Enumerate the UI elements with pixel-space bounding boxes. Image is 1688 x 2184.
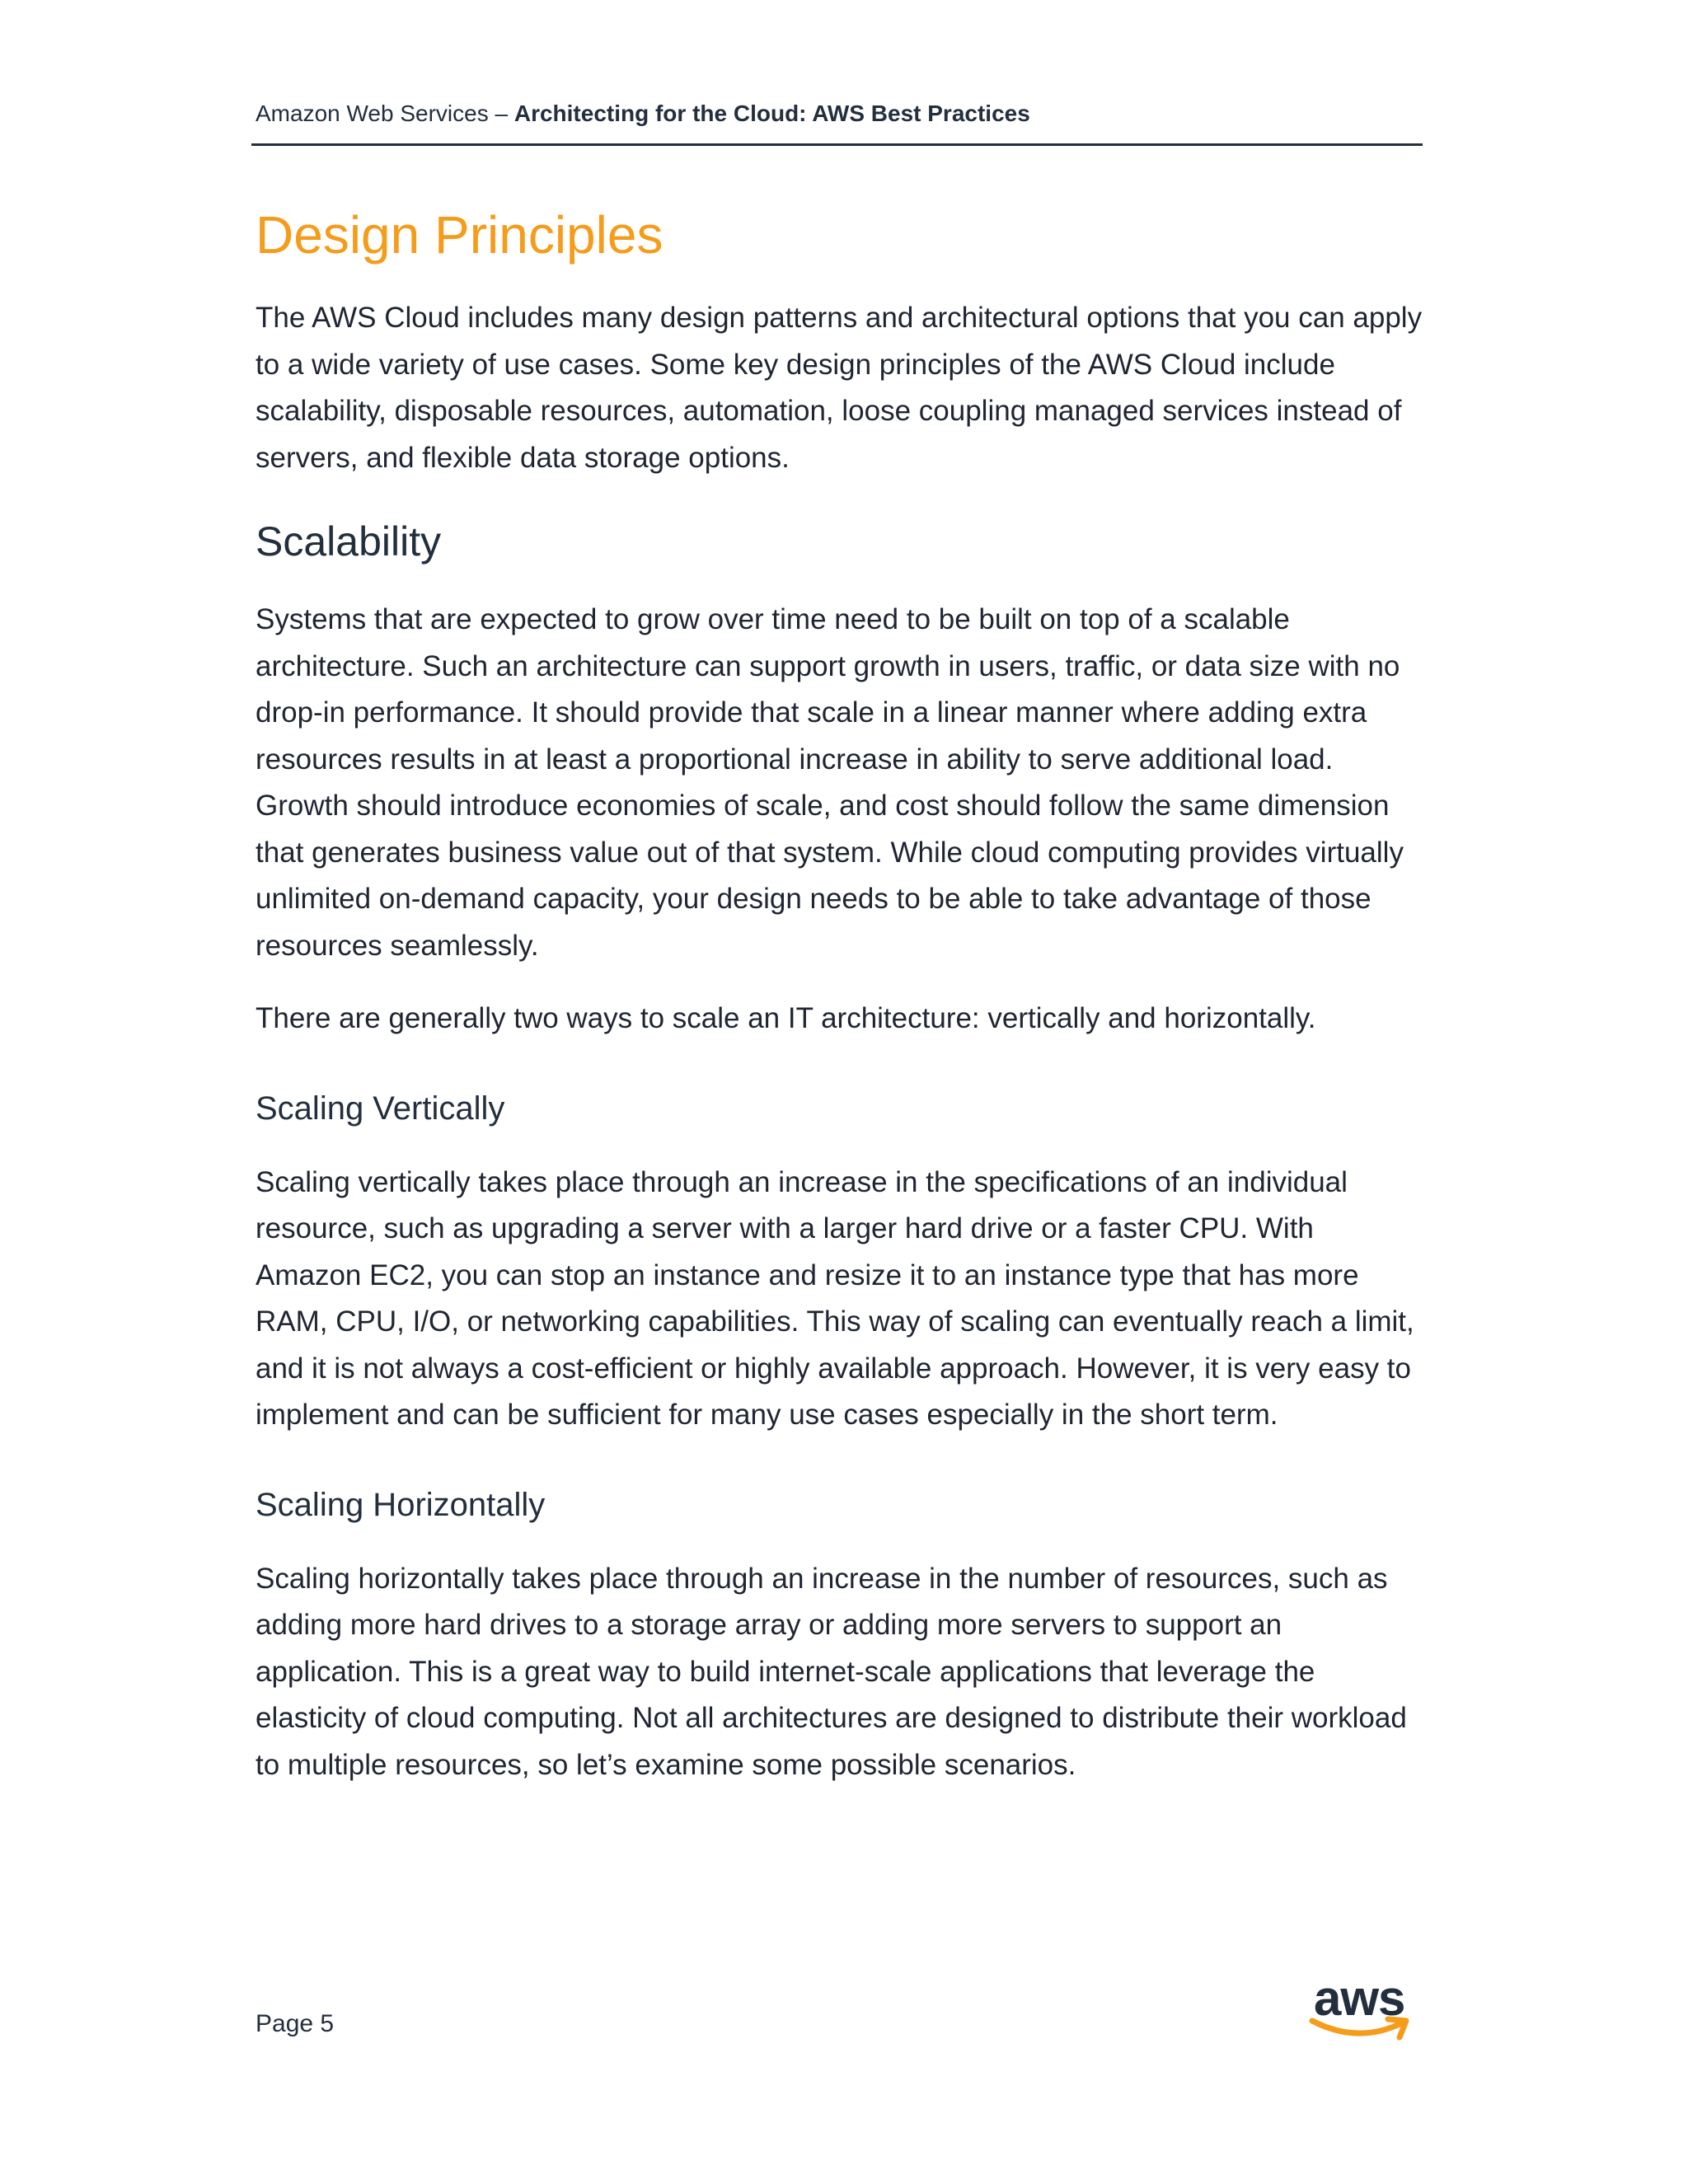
intro-paragraph: The AWS Cloud includes many design patterns and architectural options that you can apply to a wide variety of use cases. Some key design principles of the AWS Cloud include scalability, disposable resources, automation, loose coupling managed services instead of servers, and flexible data storage options. — [256, 302, 1423, 474]
scalability-paragraph-1: Systems that are expected to grow over time need to be built on top of a scalable architecture. Such an architecture can support growth in users, traffic, or data size with no drop-in performance. It should provide that scale in a linear manner where adding extra resources results in at least a proportional increase in ability to serve additional load. Growth should introduce economies of scale, and cost should follow the same dimension that generates business value out of that system. While cloud computing provides virtually unlimited on-demand capacity, your design needs to be able to take advantage of those resources seamlessly. — [256, 603, 1404, 962]
page-title: Design Principles — [256, 205, 663, 265]
scaling-vertically-paragraph: Scaling vertically takes place through an increase in the specifications of an individual resource, such as upgrading a server with a larger hard drive or a faster CPU. With Amazon EC2, you can stop an instance and resize it to an instance type that has more RAM, CPU, I/O, or networking capabilities. This way of scaling can eventually reach a limit, and it is not always a cost-efficient or highly available approach. However, it is very easy to implement and can be sufficient for many use cases especially in the short term. — [256, 1165, 1414, 1431]
aws-logo-text: aws — [1314, 1971, 1405, 2026]
aws-logo — [1307, 1970, 1414, 2044]
header-divider — [251, 143, 1423, 146]
running-header — [256, 97, 1418, 130]
scaling-horizontally-paragraph: Scaling horizontally takes place through an increase in the number of resources, such as adding more hard drives to a storage array or adding more servers to support an application. This is a great way to build internet-scale applications that leverage the elasticity of cloud computing. Not all architectures are designed to distribute their workload to multiple resources, so let’s examine some possible scenarios. — [256, 1562, 1407, 1781]
page-number: Page 5 — [256, 2010, 335, 2037]
section-heading-scalability: Scalability — [256, 518, 442, 565]
scalability-paragraph-2: There are generally two ways to scale an IT architecture: vertically and horizontally. — [256, 1002, 1316, 1034]
subheading-scaling-horizontally: Scaling Horizontally — [256, 1486, 546, 1523]
header-prefix: Amazon Web Services – — [256, 101, 514, 126]
header-title: Architecting for the Cloud: AWS Best Practices — [513, 101, 1030, 126]
subheading-scaling-vertically: Scaling Vertically — [256, 1090, 505, 1127]
page-body — [256, 198, 1426, 1788]
aws-smile-icon — [1307, 2013, 1414, 2046]
